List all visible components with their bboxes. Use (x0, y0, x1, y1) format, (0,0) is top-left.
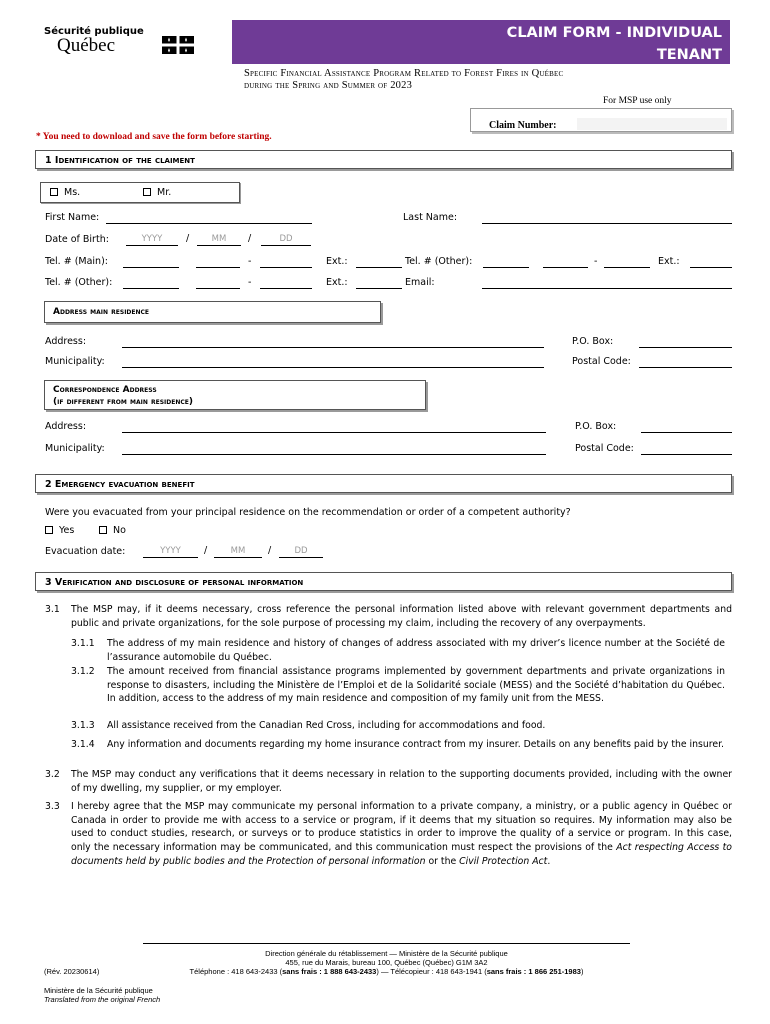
quebec-logo (44, 26, 204, 60)
last-name-field[interactable] (482, 223, 732, 224)
evac-month-line (214, 557, 262, 558)
corr-address-field[interactable] (122, 432, 546, 433)
item-3-1-2-text: The amount received from financial assistance programs implemented by government departments and private organizations in response to disasters, including the Ministère de l’Emploi et de la Solidarité sociale (MESS) and the Société d’habitation du Québec. In addition, access to the address of my main residence and composition of my family unit from the MESS. (107, 666, 725, 705)
tel-main-area[interactable] (123, 267, 179, 268)
mr-checkbox[interactable] (143, 188, 151, 196)
claim-number-label: Claim Number: (489, 120, 557, 131)
evac-month-field[interactable]: MM (230, 546, 246, 556)
tel-other2-prefix[interactable] (196, 288, 240, 289)
dob-month-field[interactable]: MM (211, 234, 227, 244)
tel-main-ext-field[interactable] (356, 267, 402, 268)
item-3-3-text-a: I hereby agree that the MSP may communicate my personal information to a private company, a ministry, or a public agency in Québec or Canada in order to provide me with access to a service or program, if it deems that my situation so requires. My information may also be used to conduct studies, research, or surveys or to produce statistics in order to improve the quality of a service or program. In this case, only the necessary information may be communicated, and this communication must respect the provisions of the (71, 801, 732, 854)
corr-po-box-field[interactable] (641, 432, 732, 433)
email-field[interactable] (482, 288, 732, 289)
tel-main-ext-label: Ext.: (326, 256, 348, 267)
dob-label: Date of Birth: (45, 234, 109, 245)
program-subtitle-line1: Specific Financial Assistance Program Related to Forest Fires in Québec (244, 68, 564, 79)
evac-year-field[interactable]: YYYY (160, 546, 181, 556)
logo-line1: Sécurité publique (44, 26, 144, 37)
mr-option[interactable] (143, 187, 171, 198)
tel-other-ext-label: Ext.: (658, 256, 680, 267)
yes-checkbox[interactable] (45, 526, 53, 534)
tel-other2-ext-field[interactable] (356, 288, 402, 289)
section1-header (35, 150, 732, 169)
tel-other2-label: Tel. # (Other): (45, 277, 113, 288)
main-po-box-field[interactable] (639, 347, 732, 348)
footer-line1: Direction générale du rétablissement — Ministère de la Sécurité publique (265, 949, 508, 958)
tel-other-area[interactable] (483, 267, 529, 268)
ms-label: Ms. (64, 187, 81, 198)
item-3-1-1-text: The address of my main residence and history of changes of address associated with my driver’s licence number at the Société de l’assurance automobile du Québec. (107, 638, 725, 663)
tel-main-dash: - (248, 256, 252, 267)
evac-slash-1: / (204, 545, 208, 556)
dob-slash-1: / (186, 233, 190, 244)
tel-main-number[interactable] (260, 267, 312, 268)
item-3-3-act-access: Act respecting Access to documents held by public bodies and the Protection of personal information (71, 842, 732, 867)
first-name-field[interactable] (106, 223, 312, 224)
main-po-box-label: P.O. Box: (572, 336, 614, 347)
tel-other-number[interactable] (604, 267, 650, 268)
item-3-1-4-number: 3.1.4 (71, 739, 95, 750)
fleur-de-lis-flag-icon (162, 36, 194, 54)
evacuation-question: Were you evacuated from your principal residence on the recommendation or order of a competent authority? (45, 507, 571, 518)
dob-slash-2: / (248, 233, 252, 244)
last-name-label: Last Name: (403, 212, 458, 223)
main-address-label: Address: (45, 336, 87, 347)
dob-month-line (197, 245, 241, 246)
section3-header (35, 572, 732, 591)
mr-label: Mr. (157, 187, 172, 198)
item-3-3-number: 3.3 (45, 801, 60, 812)
corr-municipality-field[interactable] (122, 454, 546, 455)
section3-title: 3 Verification and disclosure of personal information (45, 577, 304, 588)
program-subtitle-line2: during the Spring and Summer of 2023 (244, 80, 413, 91)
footer-phone-line (143, 967, 630, 976)
fax-prefix: ) — Télécopieur : 418 643-1941 ( (376, 967, 487, 976)
translation-note: Translated from the original French (44, 995, 161, 1004)
item-3-1-2-number: 3.1.2 (71, 666, 95, 677)
ministry-name: Ministère de la Sécurité publique (44, 986, 153, 995)
tel-other-dash: - (594, 256, 598, 267)
correspondence-header (44, 380, 426, 410)
item-3-1-4-text: Any information and documents regarding my home insurance contract from my insurer. Details on any benefits paid by the insurer. (107, 739, 725, 750)
footer-divider (143, 943, 630, 944)
ms-option[interactable] (50, 187, 80, 198)
title-banner (232, 20, 730, 64)
corr-postal-code-label: Postal Code: (575, 443, 634, 454)
section2-title: 2 Emergency evacuation benefit (45, 479, 195, 490)
form-title-line1: CLAIM FORM - INDIVIDUAL (506, 25, 722, 41)
download-note: * You need to download and save the form before starting. (36, 132, 272, 142)
footer-line2: 455, rue du Marais, bureau 100, Québec (Québec) G1M 3A2 (285, 958, 488, 967)
dob-year-line (126, 245, 178, 246)
item-3-2-number: 3.2 (45, 769, 60, 780)
tel-other2-number[interactable] (260, 288, 312, 289)
tel-other-label: Tel. # (Other): (405, 256, 473, 267)
item-3-1-text: The MSP may, if it deems necessary, cross reference the personal information listed above with relevant government departments and public and private organizations, for the sole purpose of processing my claim, including the recovery of any overpayments. (71, 604, 732, 629)
revision-number: (Rév. 20230614) (44, 967, 100, 976)
main-municipality-field[interactable] (122, 367, 544, 368)
evac-year-line (143, 557, 198, 558)
corr-municipality-label: Municipality: (45, 443, 105, 454)
item-3-3-text (71, 800, 732, 869)
tel-other-ext-field[interactable] (690, 267, 732, 268)
item-3-2-text: The MSP may conduct any verifications that it deems necessary in relation to the supporting documents provided, including with the owner of my dwelling, my supplier, or my employer. (71, 769, 732, 794)
evac-day-line (279, 557, 323, 558)
evac-slash-2: / (268, 545, 272, 556)
yes-label: Yes (59, 525, 75, 536)
item-3-3-text-b: or the (425, 855, 460, 867)
address-main-title: Address main residence (53, 307, 150, 317)
main-municipality-label: Municipality: (45, 356, 105, 367)
yes-option[interactable] (45, 525, 74, 536)
ms-checkbox[interactable] (50, 188, 58, 196)
form-title-line2: TENANT (656, 47, 722, 63)
evac-day-field[interactable]: DD (294, 546, 308, 556)
dob-day-field[interactable]: DD (279, 234, 293, 244)
main-postal-code-label: Postal Code: (572, 356, 631, 367)
tel-other2-area[interactable] (123, 288, 179, 289)
phone-suffix: ) (580, 967, 584, 976)
phone-prefix: Téléphone : 418 643-2433 ( (189, 967, 283, 976)
correspondence-title: Correspondence Address (53, 385, 157, 395)
item-3-3-act-civil: Civil Protection Act (459, 855, 548, 867)
no-checkbox[interactable] (99, 526, 107, 534)
item-3-1-number: 3.1 (45, 604, 60, 615)
dob-year-field[interactable]: YYYY (141, 234, 163, 244)
fax-toll-free: sans frais : 1 866 251-1983 (486, 967, 581, 976)
tel-other-prefix[interactable] (543, 267, 588, 268)
msp-use-label: For MSP use only (603, 96, 672, 106)
corr-po-box-label: P.O. Box: (575, 421, 617, 432)
tel-other2-ext-label: Ext.: (326, 277, 348, 288)
email-label: Email: (405, 277, 435, 288)
corr-postal-code-field[interactable] (641, 454, 732, 455)
corr-address-label: Address: (45, 421, 87, 432)
main-postal-code-field[interactable] (639, 367, 732, 368)
tel-main-label: Tel. # (Main): (45, 256, 108, 267)
tel-other2-dash: - (248, 277, 252, 288)
no-option[interactable] (99, 525, 126, 536)
section2-header (35, 474, 732, 493)
item-3-3-text-c: . (547, 855, 551, 867)
correspondence-subtitle: (if different from main residence) (53, 397, 193, 407)
logo-line2: Québec (57, 35, 116, 56)
claim-number-field[interactable] (577, 118, 727, 130)
first-name-label: First Name: (45, 212, 100, 223)
item-3-1-3-number: 3.1.3 (71, 720, 95, 731)
dob-day-line (261, 245, 311, 246)
tel-main-prefix[interactable] (196, 267, 240, 268)
phone-toll-free: sans frais : 1 888 643-2433 (282, 967, 377, 976)
no-label: No (113, 525, 126, 536)
item-3-1-1-number: 3.1.1 (71, 638, 95, 649)
evacuation-date-label: Evacuation date: (45, 546, 126, 557)
address-main-header (44, 301, 381, 323)
main-address-field[interactable] (122, 347, 544, 348)
section1-title: 1 Identification of the claiment (45, 155, 195, 166)
item-3-1-3-text: All assistance received from the Canadian Red Cross, including for accommodations and food. (107, 720, 546, 731)
